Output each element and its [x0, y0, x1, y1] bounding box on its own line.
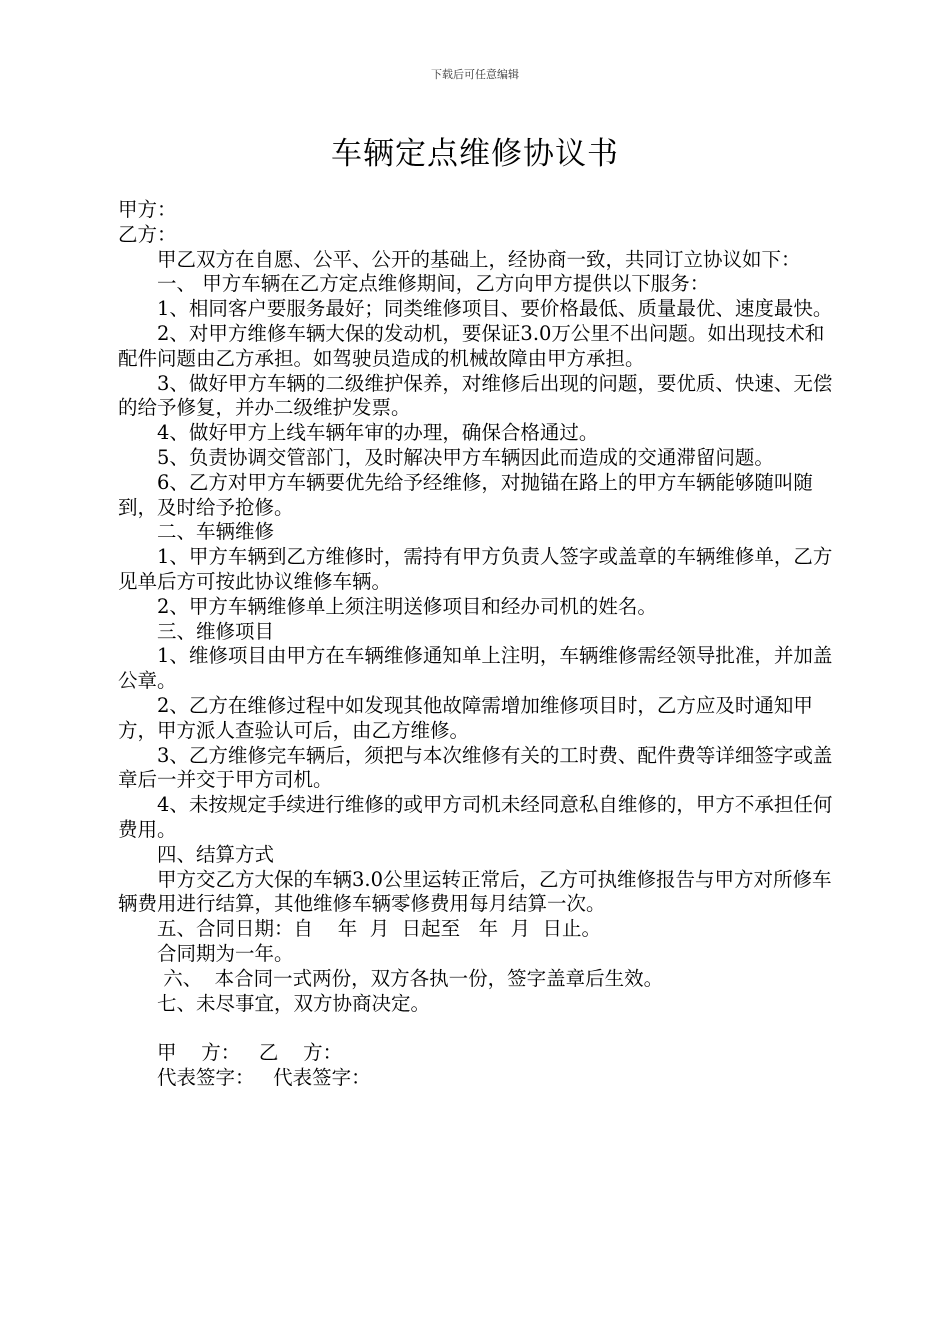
section-5-text: 合同期为一年。 — [157, 941, 294, 965]
section-6-text: 六、 本合同一式两份，双方各执一份，签字盖章后生效。 — [157, 966, 664, 990]
section-4-heading: 四、结算方式 — [157, 842, 275, 866]
section-7-text: 七、未尽事宜，双方协商决定。 — [157, 991, 431, 1015]
section-5-heading: 五、合同日期：自 年 月 日起至 年 月 日止。 — [157, 917, 601, 941]
intro-paragraph: 甲乙双方在自愿、公平、公开的基础上，经协商一致，共同订立协议如下： — [157, 247, 801, 271]
section-3-item: 1、维修项目由甲方在车辆维修通知单上注明，车辆维修需经领导批准，并加盖公章。 — [118, 644, 833, 693]
section-1-item: 4、做好甲方上线车辆年审的办理，确保合格通过。 — [157, 421, 599, 445]
page-header: 下载后可任意编辑 — [431, 68, 519, 81]
section-1-heading: 一、 甲方车辆在乙方定点维修期间，乙方向甲方提供以下服务： — [157, 272, 710, 296]
section-1-item: 5、负责协调交管部门，及时解决甲方车辆因此而造成的交通滞留问题。 — [157, 445, 774, 469]
spacer — [118, 1016, 836, 1041]
section-3-item: 4、未按规定手续进行维修的或甲方司机未经同意私自维修的，甲方不承担任何费用。 — [118, 793, 833, 841]
section-3-heading: 三、维修项目 — [157, 619, 275, 643]
party-a-line: 甲方： — [118, 198, 177, 221]
section-2-item: 1、甲方车辆到乙方维修时，需持有甲方负责人签字或盖章的车辆维修单，乙方见单后方可按此协议维修车辆。 — [118, 545, 833, 593]
section-2-item: 2、甲方车辆维修单上须注明送修项目和经办司机的姓名。 — [157, 594, 657, 618]
party-b-line: 乙方： — [118, 222, 177, 246]
section-3-item: 3、乙方维修完车辆后，须把与本次维修有关的工时费、配件费等详细签字或盖章后一并交于甲方司机。 — [118, 743, 833, 792]
signature-representative-line: 代表签字： 代表签字： — [157, 1065, 371, 1089]
signature-party-line: 甲 方： 乙 方： — [157, 1041, 343, 1065]
document-body — [118, 198, 836, 1091]
section-3-item: 2、乙方在维修过程中如发现其他故障需增加维修项目时，乙方应及时通知甲方，甲方派人查验认可后，由乙方维修。 — [118, 693, 813, 742]
section-4-text: 甲方交乙方大保的车辆3.0公里运转正常后，乙方可执维修报告与甲方对所修车辆费用进行结算，其他维修车辆零修费用每月结算一次。 — [118, 867, 832, 916]
document-title: 车辆定点维修协议书 — [331, 136, 619, 172]
section-1-item: 6、乙方对甲方车辆要优先给予经维修，对抛锚在路上的甲方车辆能够随叫随到，及时给予抢修。 — [118, 470, 813, 519]
section-2-heading: 二、车辆维修 — [157, 520, 275, 544]
section-1-item: 2、对甲方维修车辆大保的发动机，要保证3.0万公里不出问题。如出现技术和配件问题由乙方承担。如驾驶员造成的机械故障由甲方承担。 — [118, 321, 825, 370]
section-1-item: 1、相同客户要服务最好；同类维修项目、要价格最低、质量最优、速度最快。 — [157, 297, 833, 321]
section-1-item: 3、做好甲方车辆的二级维护保养，对维修后出现的问题，要优质、快速、无偿的给予修复，并办二级维护发票。 — [118, 371, 833, 420]
